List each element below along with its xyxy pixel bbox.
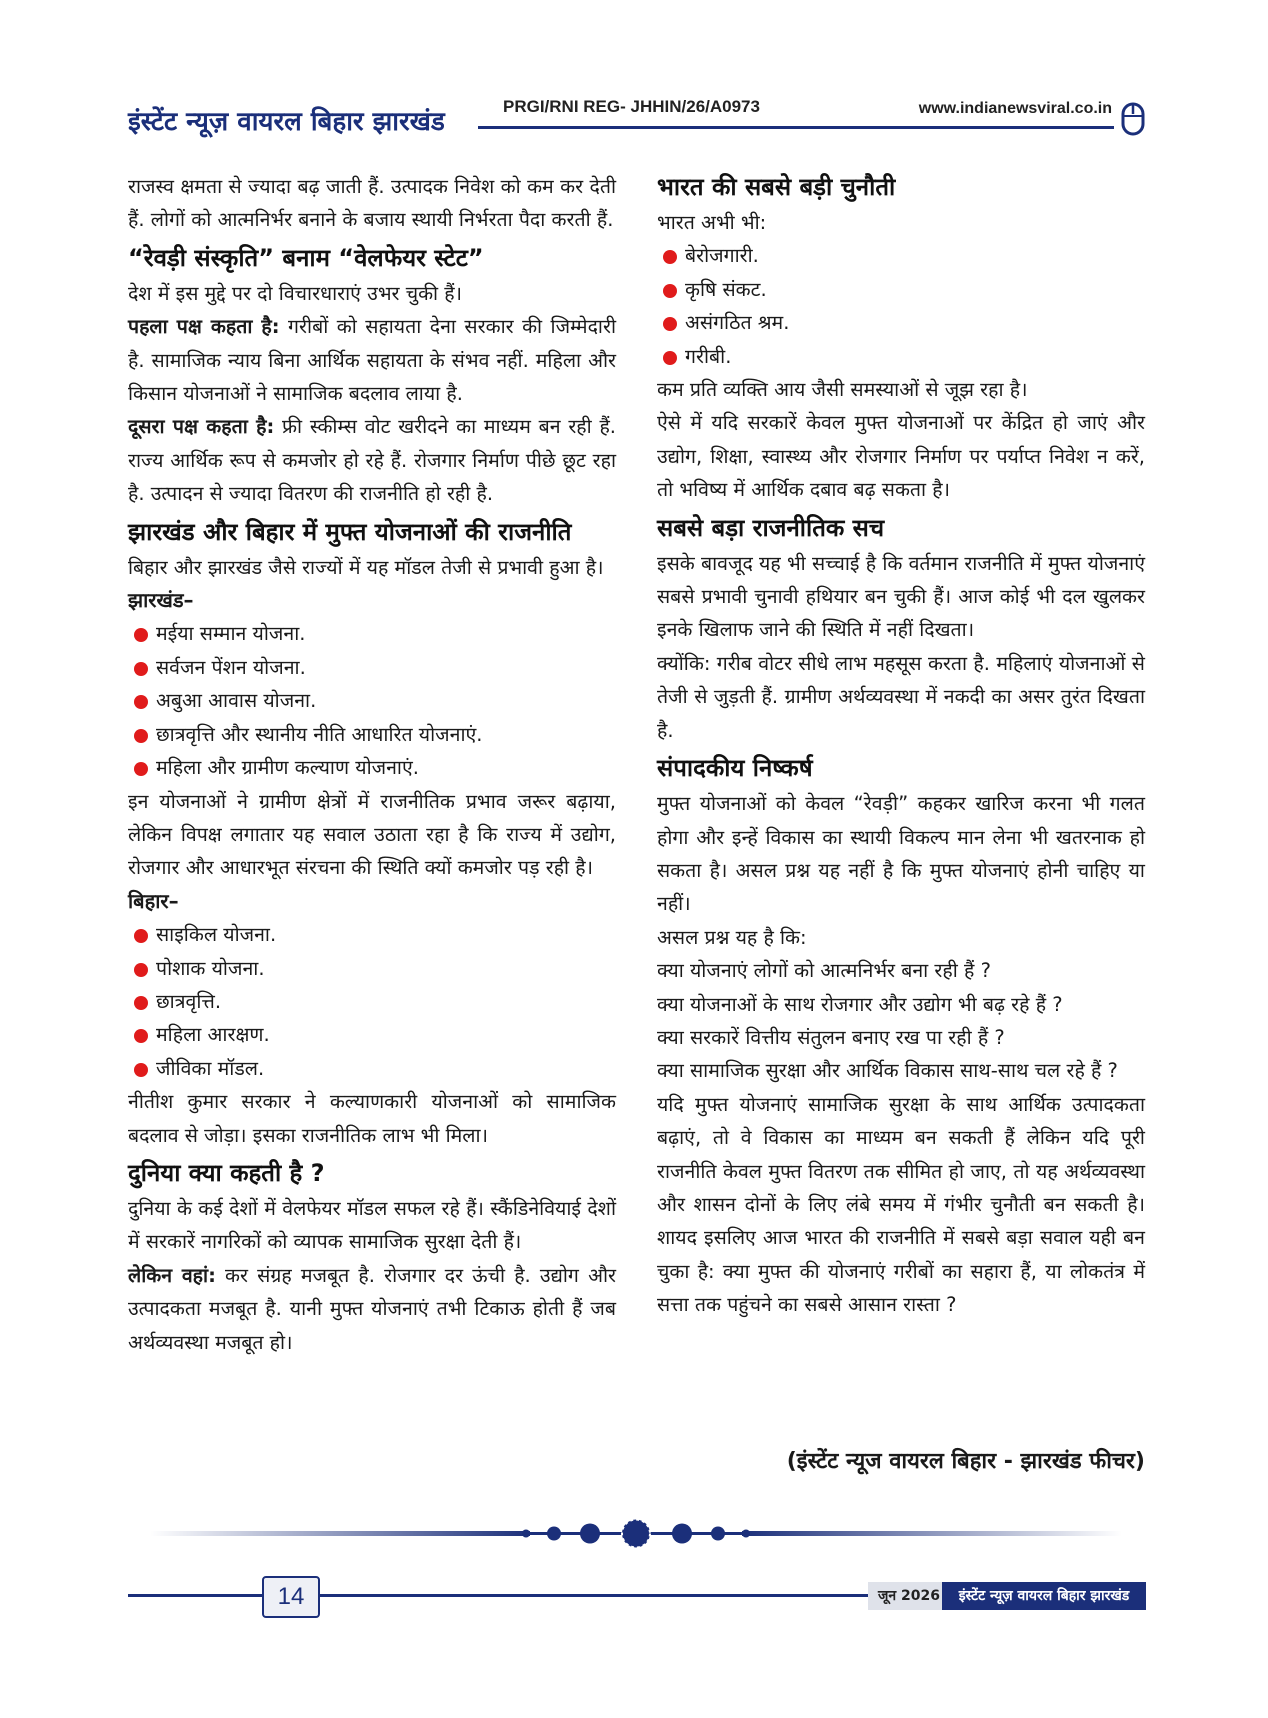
paragraph: नीतीश कुमार सरकार ने कल्याणकारी योजनाओं को सामाजिक बदलाव से जोड़ा। इसका राजनीतिक लाभ भी मिला।: [128, 1090, 616, 1147]
list-item: महिला आरक्षण.: [134, 1018, 616, 1051]
list-item: साइकिल योजना.: [134, 918, 616, 951]
but-there-text: कर संग्रह मजबूत है. रोजगार दर ऊंची है. उद्योग और उत्पादकता मजबूत है. यानी मुफ्त योजनाएं तभी टिकाऊ होती हैं जब अर्थव्यवस्था मजबूत हो।: [128, 1263, 616, 1354]
left-column: [128, 170, 616, 1359]
list-item: पोशाक योजना.: [134, 952, 616, 985]
page-number: 14: [262, 1576, 320, 1618]
masthead-title: इंस्टेंट न्यूज़ वायरल बिहार झारखंड: [128, 107, 445, 137]
feature-credit: (इंस्टेंट न्यूज वायरल बिहार - झारखंड फीचर): [786, 1449, 1145, 1474]
second-view-text: फ्री स्कीम्स वोट खरीदने का माध्यम बन रही हैं. राज्य आर्थिक रूप से कमजोर हो रहे हैं. रोजगार निर्माण पीछे छूट रहा है. उत्पादन से ज्यादा वितरण की राजनीति हो रही है.: [128, 415, 617, 506]
jharkhand-scheme-list: [128, 617, 616, 784]
section-heading-conclusion: संपादकीय निष्कर्ष: [657, 754, 813, 783]
second-view-label: दूसरा पक्ष कहता है:: [128, 415, 275, 439]
list-item: जीविका मॉडल.: [134, 1052, 616, 1085]
question-line: क्या योजनाओं के साथ रोजगार और उद्योग भी बढ़ रहे हैं ?: [657, 992, 1063, 1016]
first-view-text: गरीबों को सहायता देना सरकार की जिम्मेदारी है. सामाजिक न्याय बिना आर्थिक सहायता के संभव नहीं. महिला और किसान योजनाओं ने सामाजिक बदलाव लाया है.: [128, 315, 616, 406]
list-item: अबुआ आवास योजना.: [134, 684, 616, 717]
first-view-label: पहला पक्ष कहता है:: [128, 315, 280, 339]
list-item: महिला और ग्रामीण कल्याण योजनाएं.: [134, 751, 616, 784]
subheading-bihar: बिहार–: [128, 888, 179, 913]
paragraph: यदि मुफ्त योजनाएं सामाजिक सुरक्षा के साथ आर्थिक उत्पादकता बढ़ाएं, तो वे विकास का माध्यम बन सकती हैं लेकिन यदि पूरी राजनीति केवल मुफ्त वितरण तक सीमित हो जाए, तो यह अर्थव्यवस्था और शासन दोनों के लिए लंबे समय में गंभीर चुनौती बन सकती है। शायद इसलिए आज भारत की राजनीति में सबसे बड़ा सवाल यही बन चुका है: क्या मुफ्त की योजनाएं गरीबों का सहारा हैं, या लोकतंत्र में सत्ता तक पहुंचने का सबसे आसान रास्ता ?: [657, 1092, 1145, 1317]
paragraph: क्योंकि: गरीब वोटर सीधे लाभ महसूस करता है. महिलाएं योजनाओं से तेजी से जुड़ती हैं. ग्रामीण अर्थव्यवस्था में नकदी का असर तुरंत दिखता है.: [657, 651, 1145, 742]
decorative-divider: [150, 1515, 1122, 1551]
bihar-scheme-list: [128, 918, 616, 1085]
paragraph: मुफ्त योजनाओं को केवल “रेवड़ी” कहकर खारिज करना भी गलत होगा और इन्हें विकास का स्थायी विकल्प मान लेना भी खतरनाक हो सकता है। असल प्रश्न यह नहीं है कि मुफ्त योजनाएं होनी चाहिए या नहीं।: [657, 792, 1145, 916]
paragraph: इसके बावजूद यह भी सच्चाई है कि वर्तमान राजनीति में मुफ्त योजनाएं सबसे प्रभावी चुनावी हथियार बन चुकी हैं। आज कोई भी दल खुलकर इनके खिलाफ जाने की स्थिति में नहीं दिखता।: [657, 551, 1145, 642]
paragraph-first-view: [128, 310, 616, 410]
list-item: असंगठित श्रम.: [663, 306, 1145, 339]
footer-date: जून 2026: [868, 1582, 950, 1610]
section-heading-jharkhand-bihar: झारखंड और बिहार में मुफ्त योजनाओं की राजनीति: [128, 517, 572, 546]
list-item: मईया सम्मान योजना.: [134, 617, 616, 650]
paragraph-but-there: [128, 1259, 616, 1359]
list-item: सर्वजन पेंशन योजना.: [134, 651, 616, 684]
question-line: क्या सरकारें वित्तीय संतुलन बनाए रख पा रही हैं ?: [657, 1025, 1005, 1049]
paragraph-second-view: [128, 410, 616, 510]
footer-rule: [128, 1594, 873, 1597]
website-link[interactable]: www.indianewsviral.co.in: [918, 100, 1112, 117]
list-item: कृषि संकट.: [663, 273, 1145, 306]
paragraph: बिहार और झारखंड जैसे राज्यों में यह मॉडल तेजी से प्रभावी हुआ है।: [128, 555, 604, 579]
list-item: गरीबी.: [663, 340, 1145, 373]
paragraph: कम प्रति व्यक्ति आय जैसी समस्याओं से जूझ रहा है।: [657, 378, 1028, 402]
paragraph: इन योजनाओं ने ग्रामीण क्षेत्रों में राजनीतिक प्रभाव जरूर बढ़ाया, लेकिन विपक्ष लगातार यह सवाल उठाता रहा है कि राज्य में उद्योग, रोजगार और आधारभूत संरचना की स्थिति क्यों कमजोर पड़ रही है।: [128, 789, 616, 880]
list-item: छात्रवृत्ति और स्थानीय नीति आधारित योजनाएं.: [134, 718, 616, 751]
paragraph: असल प्रश्न यह है कि:: [657, 925, 807, 949]
challenge-list: [657, 239, 1145, 373]
paragraph: देश में इस मुद्दे पर दो विचारधाराएं उभर चुकी हैं।: [128, 281, 463, 305]
list-item: बेरोजगारी.: [663, 239, 1145, 272]
subheading-jharkhand: झारखंड–: [128, 588, 194, 613]
paragraph: दुनिया के कई देशों में वेलफेयर मॉडल सफल रहे हैं। स्कैंडिनेवियाई देशों में सरकारें नागरिकों को व्यापक सामाजिक सुरक्षा देती हैं।: [128, 1196, 616, 1254]
but-there-label: लेकिन वहां:: [128, 1263, 216, 1287]
question-line: क्या सामाजिक सुरक्षा और आर्थिक विकास साथ-साथ चल रहे हैं ?: [657, 1059, 1118, 1083]
section-heading-revdi: “रेवड़ी संस्कृति” बनाम “वेलफेयर स्टेट”: [128, 243, 484, 272]
paragraph: ऐसे में यदि सरकारें केवल मुफ्त योजनाओं पर केंद्रित हो जाएं और उद्योग, शिक्षा, स्वास्थ्य और रोजगार निर्माण पर पर्याप्त निवेश न करें, तो भविष्य में आर्थिक दबाव बढ़ सकता है।: [657, 411, 1145, 502]
page-header: [128, 92, 1146, 142]
list-item: छात्रवृत्ति.: [134, 985, 616, 1018]
header-rule: [478, 126, 1114, 129]
mouse-icon: [1120, 100, 1146, 138]
footer-publication-title: इंस्टेंट न्यूज़ वायरल बिहार झारखंड: [942, 1582, 1146, 1610]
section-heading-world: दुनिया क्या कहती है ?: [128, 1158, 325, 1187]
right-column: [657, 170, 1145, 1322]
paragraph: भारत अभी भी:: [657, 211, 767, 234]
section-heading-challenge: भारत की सबसे बड़ी चुनौती: [657, 173, 896, 201]
paragraph: राजस्व क्षमता से ज्यादा बढ़ जाती हैं. उत्पादक निवेश को कम कर देती हैं. लोगों को आत्मनिर्भर बनाने के बजाय स्थायी निर्भरता पैदा करती हैं.: [128, 175, 616, 232]
section-heading-political-truth: सबसे बड़ा राजनीतिक सच: [657, 513, 885, 542]
registration-number: PRGI/RNI REG- JHHIN/26/A0973: [503, 97, 760, 116]
question-line: क्या योजनाएं लोगों को आत्मनिर्भर बना रही हैं ?: [657, 959, 991, 983]
